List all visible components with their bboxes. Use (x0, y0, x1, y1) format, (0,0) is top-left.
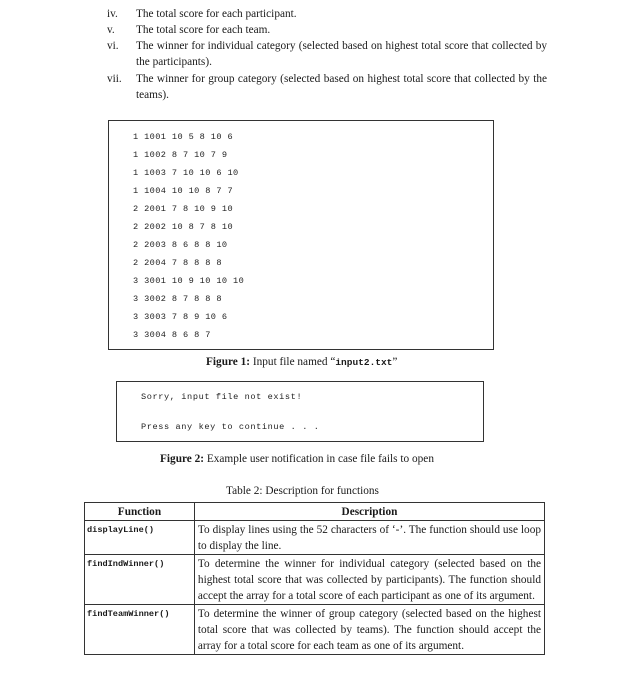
figure1-caption (206, 356, 397, 368)
table-row (85, 555, 545, 605)
list-number: vi. (107, 40, 119, 52)
list-text: The winner for group category (selected based on highest total score that collected by the teams). (136, 73, 547, 101)
input-line: 2 2003 8 6 8 8 10 (133, 240, 228, 250)
function-name: findIndWinner() (85, 555, 195, 605)
input-line: 3 3003 7 8 9 10 6 (133, 312, 228, 322)
table-row (85, 521, 545, 555)
list-text: The total score for each team. (136, 24, 271, 36)
list-text: The total score for each participant. (136, 8, 297, 20)
input-line: 1 1001 10 5 8 10 6 (133, 132, 234, 142)
error-message-box (116, 381, 484, 442)
input-line: 2 2001 7 8 10 9 10 (133, 204, 234, 214)
function-description: To determine the winner for individual category (selected based on the highest total score that was collected by participants). The function should accept the array for a total score of each participant as one of its argument. (194, 555, 544, 605)
header-description: Description (194, 503, 544, 521)
list-item-vii (107, 71, 547, 103)
function-name: findTeamWinner() (85, 605, 195, 655)
function-description: To determine the winner of group category (selected based on the highest total score that was collected by teams). The function should accept the array for a total score for each team as one of its argument. (194, 605, 544, 655)
figure2-caption (160, 453, 434, 465)
figure2-caption-label: Figure 2: (160, 453, 205, 465)
figure1-caption-filename: input2.txt (335, 357, 393, 368)
functions-table (84, 502, 545, 655)
list-number: v. (107, 24, 115, 36)
figure1-caption-text: Input file named “ (250, 356, 336, 368)
input-line: 3 3001 10 9 10 10 10 (133, 276, 245, 286)
input-line: 1 1003 7 10 10 6 10 (133, 168, 239, 178)
error-message-line: Sorry, input file not exist! (141, 392, 303, 402)
input-line: 2 2004 7 8 8 8 8 (133, 258, 222, 268)
input-line: 1 1004 10 10 8 7 7 (133, 186, 234, 196)
list-text: The winner for individual category (selected based on highest total score that collected by the participants). (136, 40, 547, 68)
figure1-caption-close-quote: ” (392, 356, 398, 368)
header-function: Function (85, 503, 195, 521)
figure1-caption-label: Figure 1: (206, 356, 251, 368)
list-number: vii. (107, 73, 122, 85)
continue-prompt-line: Press any key to continue . . . (141, 422, 320, 432)
list-item-vi (107, 38, 547, 70)
list-number: iv. (107, 8, 118, 20)
input-line: 2 2002 10 8 7 8 10 (133, 222, 234, 232)
input-line: 1 1002 8 7 10 7 9 (133, 150, 228, 160)
table-row (85, 605, 545, 655)
input-file-box (108, 120, 494, 350)
table-header-row (85, 503, 545, 521)
table2-title: Table 2: Description for functions (226, 485, 379, 497)
function-description: To display lines using the 52 characters of ‘-’. The function should use loop to display the line. (194, 521, 544, 555)
function-name: displayLine() (85, 521, 195, 555)
input-line: 3 3002 8 7 8 8 8 (133, 294, 222, 304)
figure2-caption-text: Example user notification in case file fails to open (204, 453, 434, 465)
input-line: 3 3004 8 6 8 7 (133, 330, 211, 340)
